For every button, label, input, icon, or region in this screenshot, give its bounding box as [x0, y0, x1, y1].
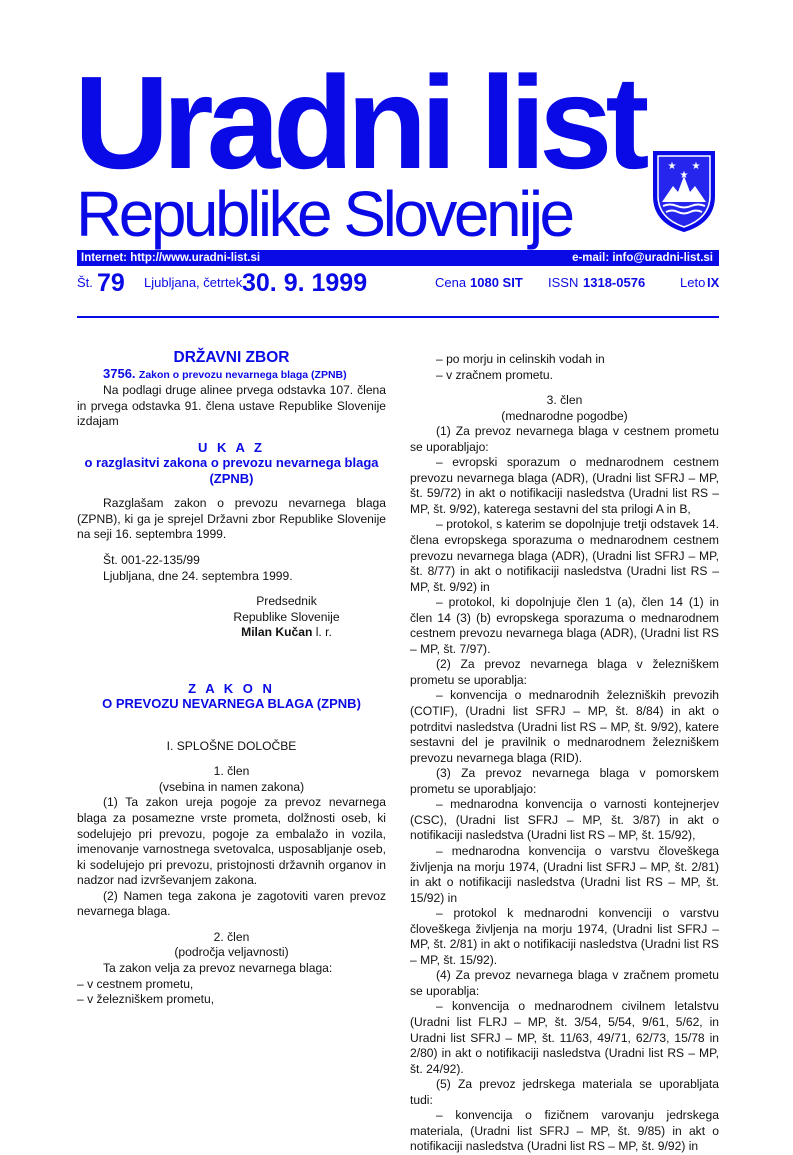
left-column	[77, 350, 386, 1008]
zakon-subtitle: O PREVOZU NEVARNEGA BLAGA (ZPNB)	[102, 696, 361, 712]
article-3-paragraph-3: (3) Za prevoz nevarnega blaga v pomorskem prometu se uporabljajo:	[410, 766, 719, 796]
article-3-paragraph-2: (2) Za prevoz nevarnega blaga v železniškem prometu se uporablja:	[410, 657, 719, 687]
year-label: Leto	[680, 275, 706, 290]
article-3-title: 3. člen	[546, 393, 583, 408]
svg-text:★: ★	[667, 161, 677, 172]
year: IX	[707, 275, 720, 290]
article-2-item-2: – v železniškem prometu,	[77, 992, 215, 1007]
reference-number: Št. 001-22-135/99	[103, 553, 200, 568]
price-label: Cena	[435, 275, 467, 290]
masthead-contact-bar	[77, 250, 719, 266]
issn-label: ISSN	[548, 275, 579, 290]
masthead-subtitle: Republike Slovenije	[76, 178, 572, 250]
signature-office: Republike Slovenije	[233, 609, 340, 624]
article-1-paragraph-1: (1) Ta zakon ureja pogoje za prevoz nevarnega blaga za posamezne vrste prometa, dolžnosti oseb, ki sodelujejo pri prevozu, pogoje za embalažo in vozila, imenovanje varnostnega svetovalca, usposabljanje oseb, ki sodelujejo pri prevozu, pristojnosti državnih organov in nadzor nad izvrševanjem zakona.	[77, 795, 386, 888]
article-3-paragraph-3-item-c: – protokol k mednarodni konvenciji o varstvu človeškega življenja na morju 1974, (Uradni list SFRJ – MP, št. 2/81) in akt o notifikaciji nasledstva (Uradni list RS – MP, št. 15/92).	[410, 906, 719, 967]
signature-suffix: l. r.	[312, 625, 332, 640]
signature-title: Predsednik	[256, 594, 317, 609]
article-3-paragraph-4-item-a: – konvencija o mednarodnem civilnem letalstvu (Uradni list FLRJ – MP, št. 3/54, 5/54, 9/61, 5/62, in Uradni list SFRJ – MP, št. 11/63, 49/71, 62/73, 15/78 in 2/80) in akt o notifikaciji nasledstva (Uradni list RS – MP, št. 24/92).	[410, 999, 719, 1076]
slovenia-coat-of-arms-icon	[650, 148, 718, 234]
email-link[interactable]: e-mail: info@uradni-list.si	[572, 252, 713, 264]
price: 1080 SIT	[470, 275, 523, 290]
article-1-subtitle: (vsebina in namen zakona)	[158, 779, 305, 794]
article-2-intro: Ta zakon velja za prevoz nevarnega blaga:	[103, 960, 333, 975]
document-title: Zakon o prevozu nevarnega blaga (ZPNB)	[138, 368, 347, 381]
ukaz-subtitle: o razglasitvi zakona o prevozu nevarnega blaga (ZPNB)	[84, 455, 379, 486]
signature	[77, 625, 386, 641]
right-column	[410, 352, 719, 1155]
issue-number: 79	[97, 269, 125, 297]
article-2-subtitle: (področja veljavnosti)	[174, 945, 289, 960]
article-3-paragraph-2-item-a: – konvencija o mednarodnih železniških prevozih (COTIF), (Uradni list SFRJ – MP, št. 8/84) in akt o potrditvi nasledstva (Uradni list RS – MP, št. 9/92), katere sestavni del je pravilnik o mednarodnem železniškem prevozu nevarnega blaga (RID).	[410, 688, 719, 765]
article-3-paragraph-1-item-a: – evropski sporazum o mednarodnem cestnem prevozu nevarnega blaga (ADR), (Uradni list SFRJ – MP, št. 59/72) in akt o notifikaciji nasledstva (Uradni list RS – MP, št. 9/92), katerega sestavni del sta prilogi A in B,	[410, 455, 719, 516]
chapter-heading: I. SPLOŠNE DOLOČBE	[166, 738, 297, 753]
article-1-title: 1. člen	[213, 764, 250, 779]
zakon-title: Z A K O N	[188, 680, 275, 696]
article-3-paragraph-3-item-a: – mednarodna konvencija o varnosti kontejnerjev (CSC), (Uradni list SFRJ – MP, št. 3/87) in akt o notifikaciji nasledstva (Uradni list RS – MP, št. 15/92),	[410, 797, 719, 843]
svg-text:★: ★	[679, 170, 689, 181]
article-2-item-4: – v zračnem prometu.	[436, 367, 553, 382]
article-3-paragraph-1-item-b: – protokol, s katerim se dopolnjuje tretji odstavek 14. člena evropskega sporazuma o mednarodnem cestnem prevozu nevarnega blaga (ADR), (Uradni list SFRJ – MP, št. 8/77) in akt o notifikaciji nasledstva (Uradni list RS – MP, št. 9/92) in	[410, 517, 719, 594]
internet-link[interactable]: Internet: http://www.uradni-list.si	[81, 252, 261, 264]
masthead-title: Uradni list	[74, 49, 643, 196]
document-heading	[77, 366, 386, 384]
header-divider	[77, 316, 719, 318]
signature-name: Milan Kučan	[241, 625, 313, 640]
article-3-paragraph-1: (1) Za prevoz nevarnega blaga v cestnem prometu se uporabljajo:	[410, 424, 719, 454]
article-3-paragraph-1-item-c: – protokol, ki dopolnjuje člen 1 (a), člen 14 (1) in člen 14 (3) (b) evropskega sporazuma o mednarodnem cestnem prevozu nevarnega blaga (ADR), (Uradni list RS – MP, št. 7/97).	[410, 595, 719, 656]
article-3-paragraph-5: (5) Za prevoz jedrskega materiala se uporabljata tudi:	[410, 1077, 719, 1107]
document-number: 3756.	[103, 365, 136, 381]
ukaz-text: Razglašam zakon o prevozu nevarnega blaga (ZPNB), ki ga je sprejel Državni zbor Republike Slovenije na seji 16. septembra 1999.	[77, 496, 386, 542]
article-3-paragraph-4: (4) Za prevoz nevarnega blaga v zračnem prometu se uporablja:	[410, 968, 719, 998]
issue-place-day: Ljubljana, četrtek	[144, 275, 243, 290]
preamble: Na podlagi druge alinee prvega odstavka 107. člena in prvega odstavka 91. člena ustave Republike Slovenije izdajam	[77, 383, 386, 429]
article-3-paragraph-5-item-a: – konvencija o fizičnem varovanju jedrskega materiala, (Uradni list SFRJ – MP, št. 9/85) in akt o notifikaciji nasledstva (Uradni list RS – MP, št. 9/92) in	[410, 1108, 719, 1154]
article-2-item-1: – v cestnem prometu,	[77, 976, 194, 991]
ukaz-title: U K A Z	[198, 439, 265, 455]
article-2-title: 2. člen	[213, 929, 250, 944]
article-3-subtitle: (mednarodne pogodbe)	[501, 408, 628, 423]
issn: 1318-0576	[583, 275, 646, 290]
issue-date: 30. 9. 1999	[242, 269, 368, 297]
article-1-paragraph-2: (2) Namen tega zakona je zagotoviti varen prevoz nevarnega blaga.	[77, 888, 386, 919]
svg-text:★: ★	[691, 161, 701, 172]
article-3-paragraph-3-item-b: – mednarodna konvencija o varstvu človeškega življenja na morju 1974, (Uradni list SFRJ – MP, št. 2/81) in akt o notifikaciji nasledstva (Uradni list RS – MP, št. 15/92) in	[410, 843, 719, 905]
reference-date: Ljubljana, dne 24. septembra 1999.	[103, 568, 293, 583]
section-heading: DRŽAVNI ZBOR	[173, 349, 290, 366]
issue-number-label: Št.	[77, 275, 93, 290]
article-2-item-3: – po morju in celinskih vodah in	[436, 352, 605, 366]
